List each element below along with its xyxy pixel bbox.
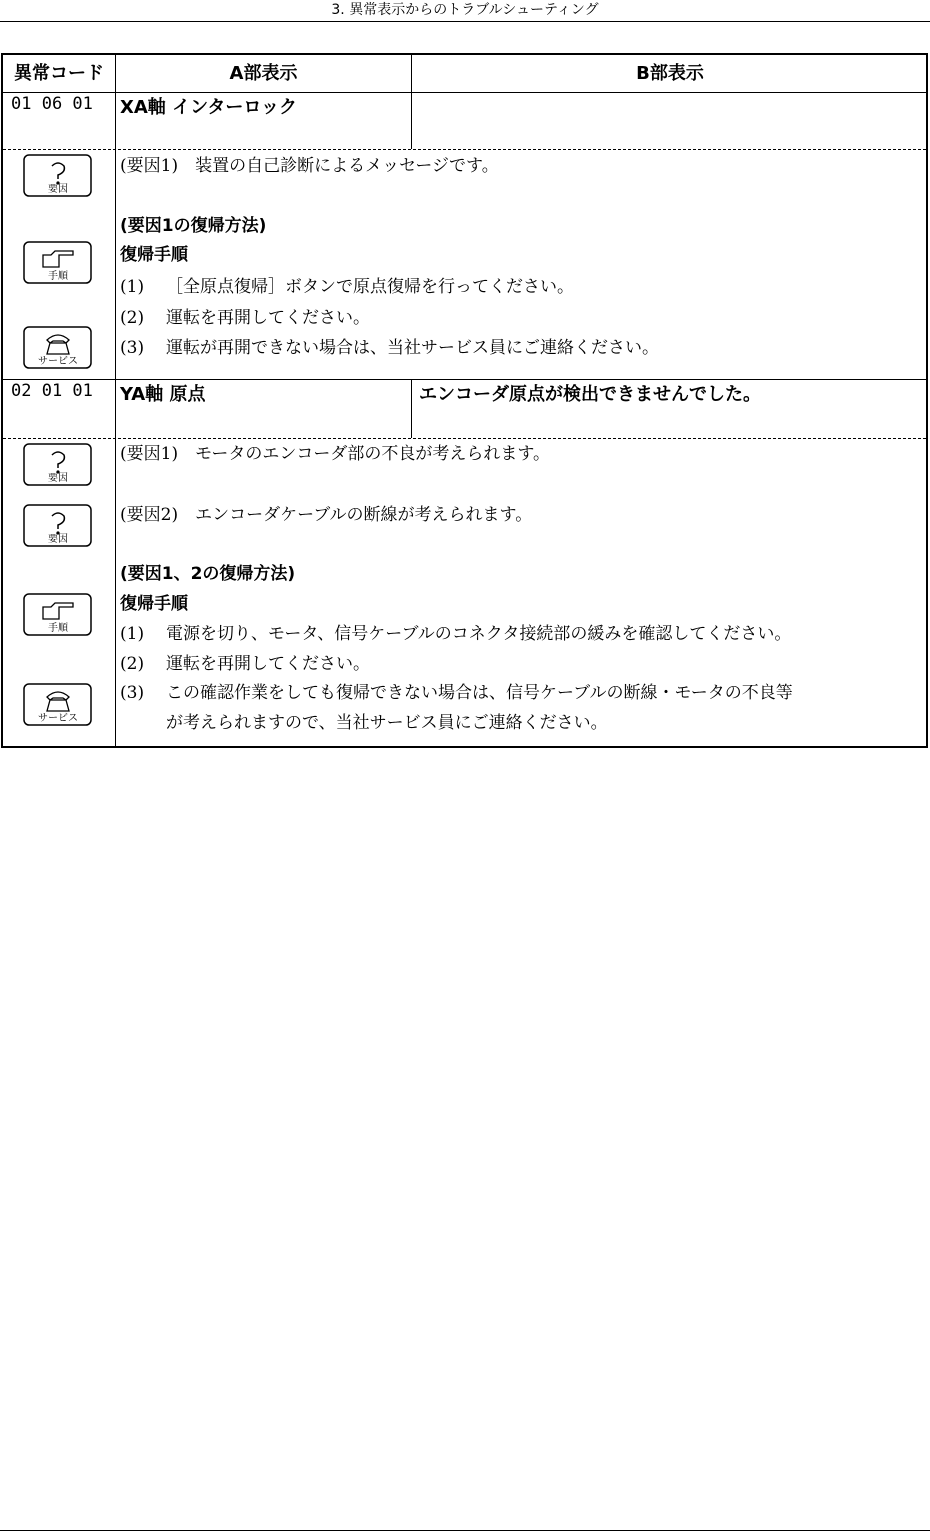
header-code: 異常コード xyxy=(14,63,104,84)
icon-label: 要因 xyxy=(48,534,68,545)
footer-rule xyxy=(0,1530,930,1531)
col-divider xyxy=(411,380,412,438)
cause-text: (要因2) エンコーダケーブルの断線が考えられます。 xyxy=(120,505,533,525)
recovery-procedure-heading: 復帰手順 xyxy=(120,594,188,614)
cause-icon xyxy=(23,154,93,198)
icon-label: 要因 xyxy=(48,184,68,195)
icon-label: サービス xyxy=(38,356,78,367)
step-item: (1) ［全原点復帰］ボタンで原点復帰を行ってください。 xyxy=(120,277,574,297)
step-item: (1) 電源を切り、モータ、信号ケーブルのコネクタ接続部の緩みを確認してください。 xyxy=(120,624,792,644)
col-divider xyxy=(115,55,116,746)
cause-text: (要因1) モータのエンコーダ部の不良が考えられます。 xyxy=(120,444,551,464)
step-item: (2) 運転を再開してください。 xyxy=(120,308,370,328)
icon-label: 要因 xyxy=(48,473,68,484)
icon-label: サービス xyxy=(38,713,78,724)
recovery-procedure-heading: 復帰手順 xyxy=(120,245,188,265)
service-icon xyxy=(23,683,93,727)
step-item: (3) 運転が再開できない場合は、当社サービス員にご連絡ください。 xyxy=(120,338,659,358)
icon-label: 手順 xyxy=(48,271,68,282)
step-item-continuation: が考えられますので、当社サービス員にご連絡ください。 xyxy=(166,713,608,733)
recovery-method-heading: (要因1、2の復帰方法) xyxy=(120,564,296,584)
icon-label: 手順 xyxy=(48,623,68,634)
procedure-icon xyxy=(23,593,93,637)
a-display: YA軸 原点 xyxy=(120,384,206,405)
header-b-display: B部表示 xyxy=(636,63,704,84)
error-code: 01 06 01 xyxy=(11,94,93,114)
troubleshooting-table xyxy=(1,53,928,748)
a-display: XA軸 インターロック xyxy=(120,97,297,118)
cause-icon xyxy=(23,443,93,487)
cause-icon xyxy=(23,504,93,548)
b-display: エンコーダ原点が検出できませんでした。 xyxy=(419,384,761,405)
recovery-method-heading: (要因1の復帰方法) xyxy=(120,216,267,236)
step-item: (2) 運転を再開してください。 xyxy=(120,654,370,674)
step-item: (3) この確認作業をしても復帰できない場合は、信号ケーブルの断線・モータの不良等 xyxy=(120,683,793,703)
header-a-display: A部表示 xyxy=(229,63,298,84)
section-divider xyxy=(3,438,926,439)
service-icon xyxy=(23,326,93,370)
page-header: 3. 異常表示からのトラブルシューティング xyxy=(331,2,599,18)
section-divider xyxy=(3,149,926,150)
cause-text: (要因1) 装置の自己診断によるメッセージです。 xyxy=(120,156,499,176)
procedure-icon xyxy=(23,241,93,285)
header-rule xyxy=(0,21,930,22)
error-code: 02 01 01 xyxy=(11,381,93,401)
